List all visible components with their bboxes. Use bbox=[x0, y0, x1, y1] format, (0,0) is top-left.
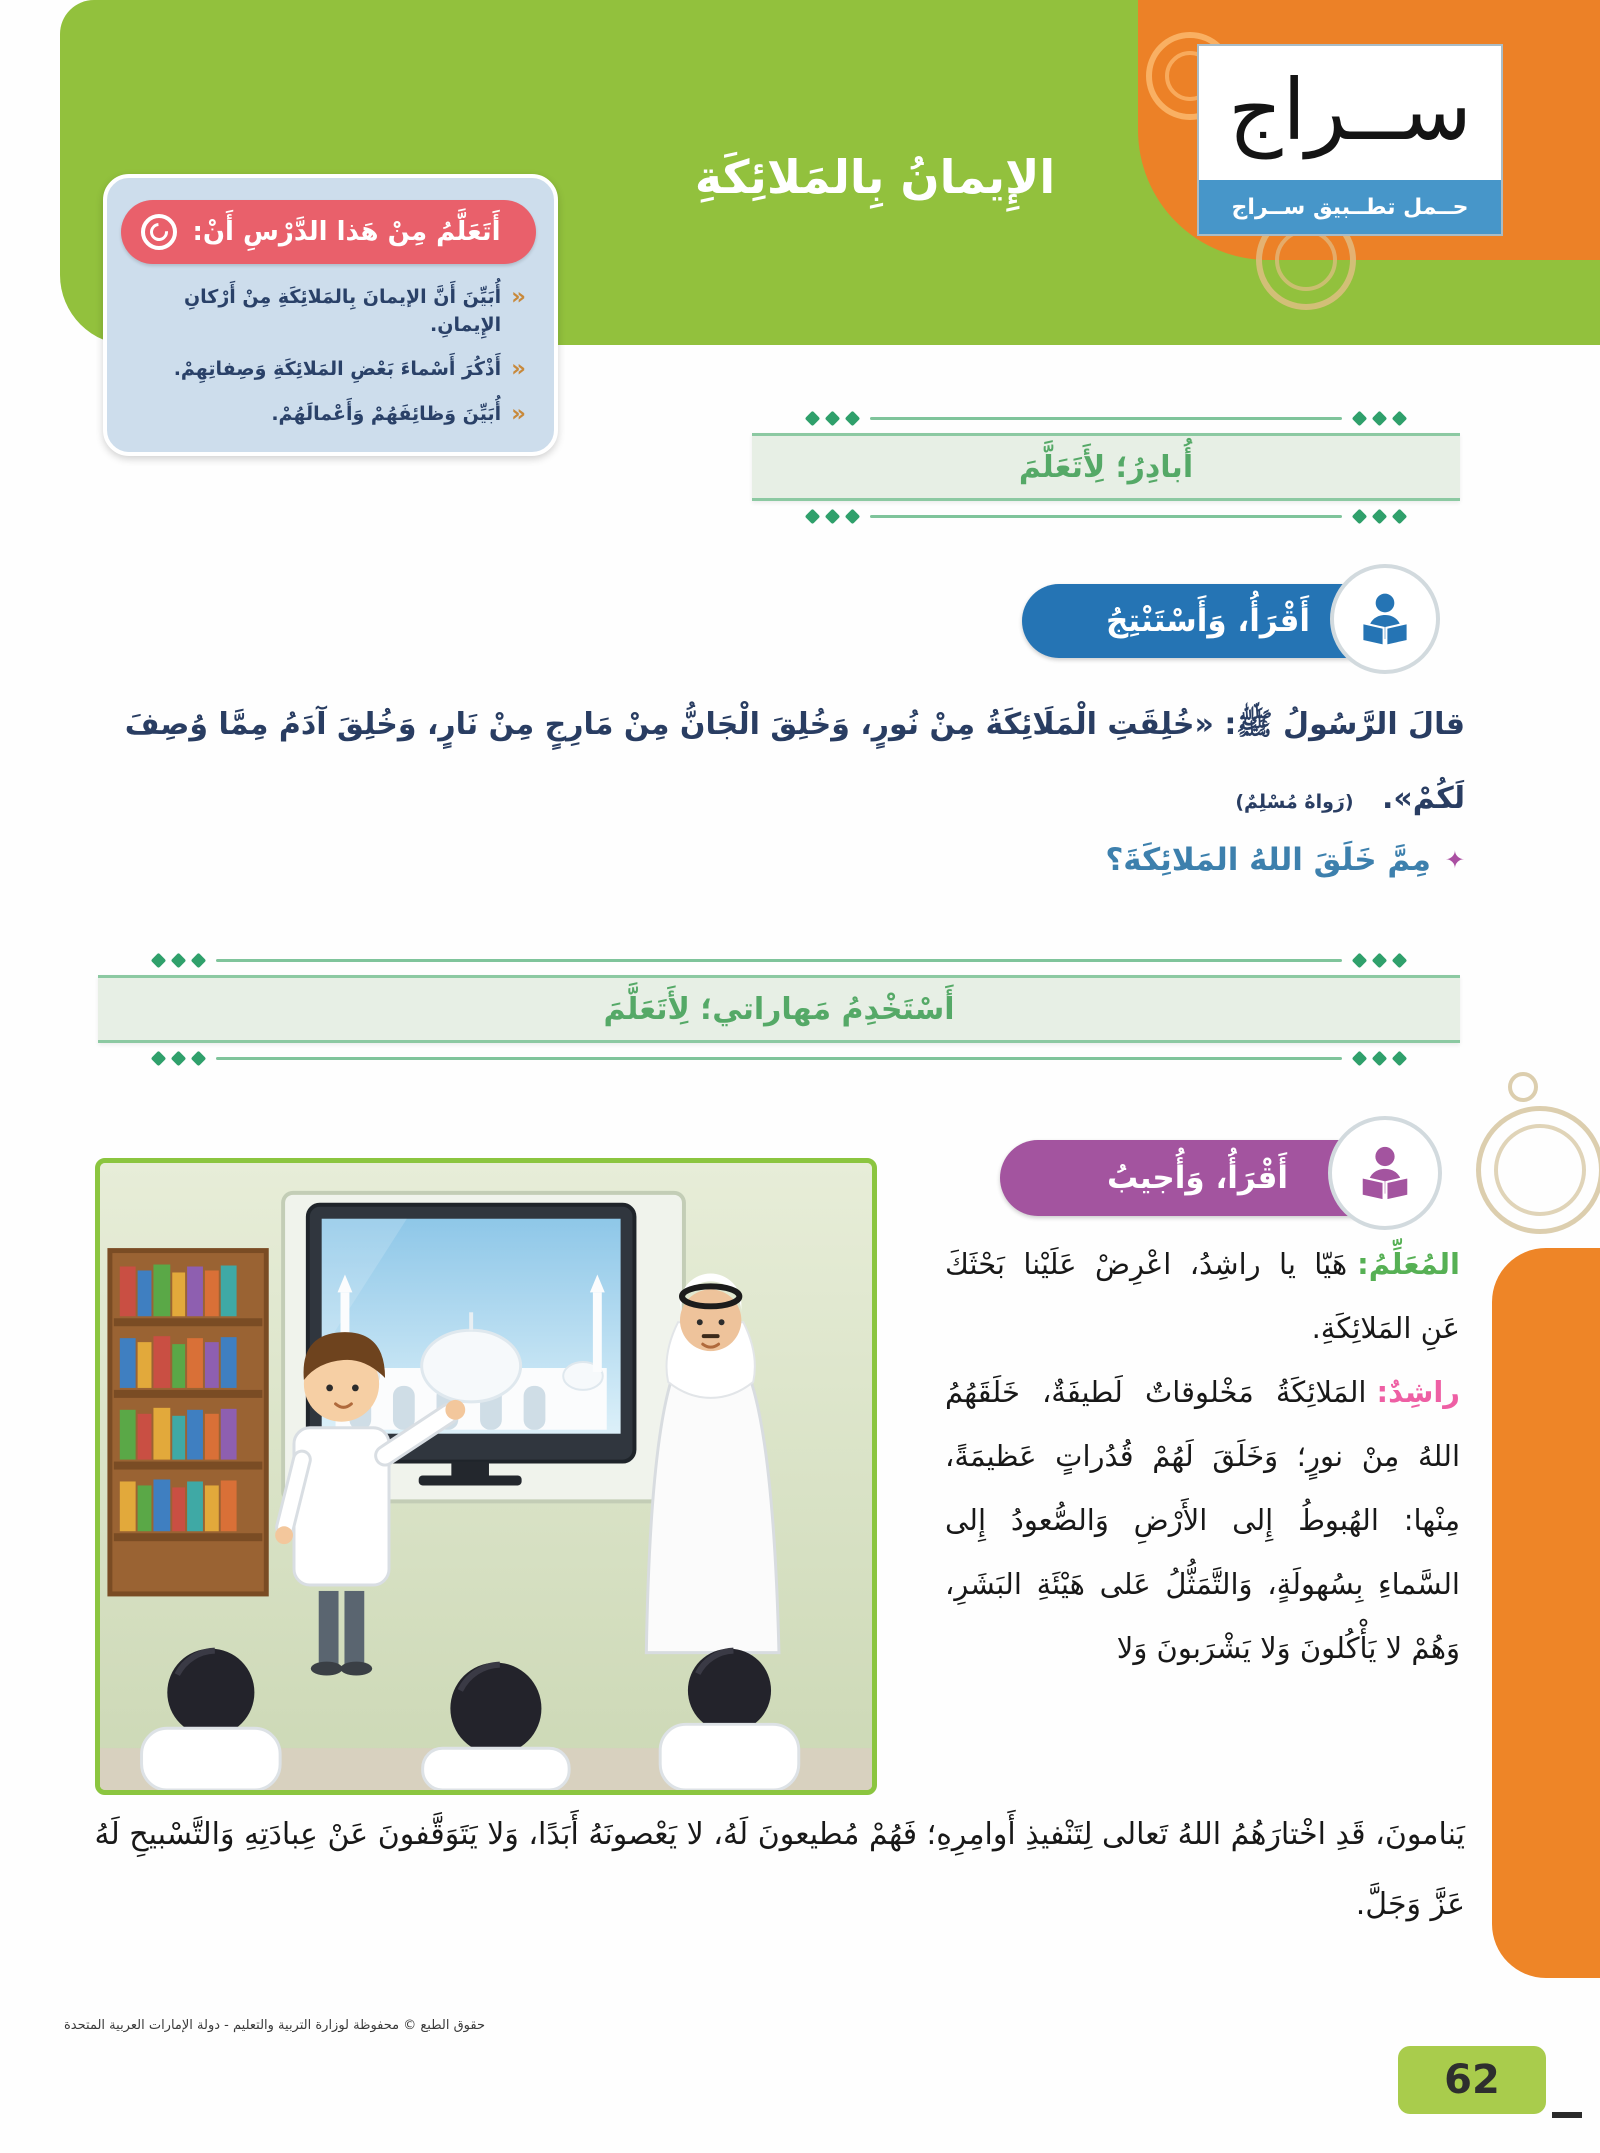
teacher-speech: هَيّا يا راشِدُ، اعْرِضْ عَلَيْنا بَحْثَكَ عَنِ المَلائِكَةِ. bbox=[945, 1247, 1460, 1345]
objective-item bbox=[123, 356, 526, 384]
lesson-title: الإِيمانُ بِالمَلائِكَةِ bbox=[694, 150, 1056, 204]
hadith-source: (رَواهُ مُسْلِمٌ) bbox=[1235, 791, 1354, 813]
decor-diamonds-icon bbox=[1354, 1053, 1405, 1064]
corner-mark bbox=[1552, 2112, 1582, 2118]
rashid-line bbox=[945, 1360, 1460, 1680]
decor-line bbox=[216, 1057, 1342, 1060]
reader-icon bbox=[1328, 1116, 1442, 1230]
banner-use-skills-bar bbox=[98, 975, 1460, 1043]
objectives-list bbox=[123, 284, 526, 428]
chevron-bullet-icon: « bbox=[511, 284, 526, 310]
ornament-ring-icon bbox=[1508, 1072, 1538, 1102]
objective-item bbox=[123, 401, 526, 429]
decor-diamonds-icon bbox=[153, 1053, 204, 1064]
rashid-speech: المَلائِكَةُ مَخْلوقاتٌ لَطيفَةٌ، خَلَقَهُمُ اللهُ مِنْ نورٍ؛ وَخَلَقَ لَهُمْ قُدُراتٍ عَظيمَةً، مِنْها: الهُبوطُ إِلى الأَرْضِ وَالصُّعودُ إِلى السَّماءِ بِسُهولَةٍ، وَالتَّمَثُّلُ عَلى هَيْئَةِ البَشَرِ، وَهُمْ لا يَأْكُلونَ وَلا يَشْرَبونَ وَلا bbox=[945, 1375, 1460, 1665]
read-conclude-label: أَقْرَأُ، وَأَسْتَنْتِجُ bbox=[1105, 603, 1311, 639]
banner-initiate-label: أُبادِرُ؛ لِأَتَعَلَّمَ bbox=[1018, 449, 1194, 485]
objective-item-label: أَذْكُرَ أَسْماءَ بَعْضِ المَلائِكَةِ وَصِفاتِهِمْ. bbox=[173, 358, 502, 381]
chevron-bullet-icon: « bbox=[511, 356, 526, 383]
siraj-logo bbox=[1197, 44, 1503, 236]
dialogue-text bbox=[945, 1232, 1460, 1680]
diamond-bullet-icon: ✦ bbox=[1444, 846, 1465, 874]
decor-diamonds-icon bbox=[1354, 955, 1405, 966]
hadith-text: «خُلِقَتِ الْمَلَائِكَةُ مِنْ نُورٍ، وَخُلِقَ الْجَانُّ مِنْ مَارِجٍ مِنْ نَارٍ، وَخُلِقَ آدَمُ مِمَّا وُصِفَ لَكُمْ». bbox=[124, 707, 1465, 816]
side-ornament-bar bbox=[1492, 1248, 1600, 1978]
question-text: مِمَّ خَلَقَ اللهُ المَلائِكَةَ؟ bbox=[1105, 842, 1431, 878]
decor-diamonds-icon bbox=[807, 511, 858, 522]
classroom-scene bbox=[100, 1163, 872, 1790]
banner-use-skills-label: أَسْتَخْدِمُ مَهاراتي؛ لِأَتَعَلَّمَ bbox=[603, 991, 955, 1027]
banner-decor bbox=[98, 1050, 1460, 1066]
teacher-line bbox=[945, 1232, 1460, 1360]
siraj-logo-text: ســراج bbox=[1228, 61, 1472, 159]
decor-diamonds-icon bbox=[1354, 511, 1405, 522]
copyright-text: حقوق الطبع © محفوظة لوزارة التربية والتعليم - دولة الإمارات العربية المتحدة bbox=[64, 2018, 486, 2033]
teacher-label: المُعَلِّمُ: bbox=[1357, 1247, 1460, 1281]
objectives-heading bbox=[121, 200, 536, 264]
dialogue-continuation: يَنامونَ، قَدِ اخْتارَهُمُ اللهُ تَعالى لِتَنْفيذِ أَوامِرِهِ؛ فَهُمْ مُطيعونَ لَهُ، لا يَعْصونَهُ أَبَدًا، وَلا يَتَوَقَّفونَ عَنْ عِبادَتِهِ وَالتَّسْبيحِ لَهُ عَزَّ وَجَلَّ. bbox=[94, 1817, 1465, 1922]
banner-initiate-bar bbox=[752, 433, 1460, 501]
decor-diamonds-icon bbox=[1354, 413, 1405, 424]
page-number: 62 bbox=[1444, 2057, 1500, 2103]
banner-decor bbox=[752, 410, 1460, 426]
hadith-paragraph bbox=[70, 688, 1465, 839]
objective-item-label: أُبَيِّنَ أَنَّ الإيمانَ بِالمَلائِكَةِ مِنْ أَرْكانِ الإِيمانِ. bbox=[183, 286, 502, 336]
banner-decor bbox=[98, 952, 1460, 968]
reader-icon bbox=[1330, 564, 1440, 674]
chevron-bullet-icon: « bbox=[511, 400, 526, 427]
ornament-ring-icon bbox=[1476, 1106, 1600, 1234]
decor-diamonds-icon bbox=[807, 413, 858, 424]
person-reading-icon bbox=[1353, 587, 1417, 651]
objectives-heading-label: أَتَعَلَّمُ مِنْ هَذا الدَّرْسِ أَنْ: bbox=[192, 217, 501, 247]
hadith-intro: قالَ الرَّسُولُ ﷺ: bbox=[1224, 707, 1465, 742]
decor-diamonds-icon bbox=[153, 955, 204, 966]
banner-decor bbox=[752, 508, 1460, 524]
objectives-box bbox=[103, 174, 558, 456]
person-reading-icon bbox=[1352, 1140, 1418, 1206]
decor-line bbox=[870, 417, 1342, 420]
question-row bbox=[70, 842, 1465, 878]
read-answer-label: أَقْرَأُ، وَأُجيبُ bbox=[1106, 1160, 1289, 1196]
classroom-illustration bbox=[95, 1158, 877, 1795]
banner-initiate bbox=[752, 410, 1460, 524]
banner-use-skills bbox=[98, 952, 1460, 1066]
rashid-label: راشِدٌ: bbox=[1376, 1375, 1460, 1409]
decor-line bbox=[216, 959, 1342, 962]
page-number-badge bbox=[1398, 2046, 1546, 2114]
objective-item bbox=[123, 284, 526, 339]
decor-line bbox=[870, 515, 1342, 518]
siraj-logo-tagline: حــمل تطــبيق ســراج bbox=[1199, 180, 1501, 234]
spiral-icon bbox=[141, 214, 177, 250]
objective-item-label: أُبَيِّنَ وَظائِفَهُمْ وَأَعْمالَهُمْ. bbox=[271, 402, 502, 425]
